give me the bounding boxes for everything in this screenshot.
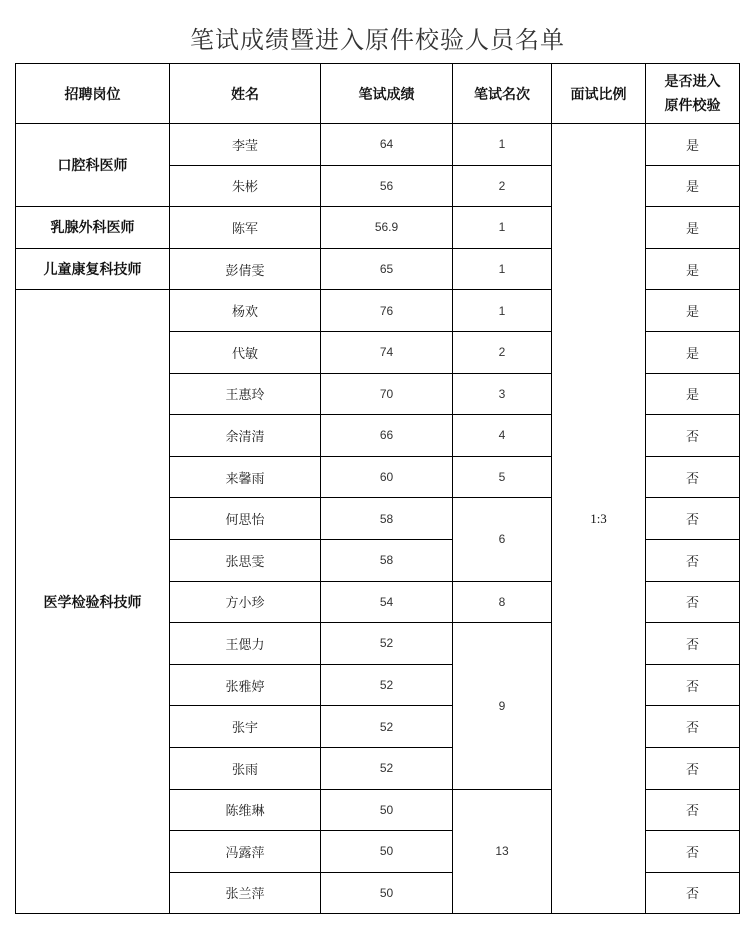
rank-cell: 1 — [453, 207, 552, 249]
score-cell: 54 — [321, 581, 453, 623]
score-cell: 60 — [321, 456, 453, 498]
verify-cell: 否 — [646, 456, 740, 498]
score-cell: 56 — [321, 165, 453, 207]
ratio-cell: 1:3 — [552, 124, 646, 914]
rank-cell: 1 — [453, 248, 552, 290]
score-cell: 52 — [321, 664, 453, 706]
score-cell: 58 — [321, 539, 453, 581]
position-cell: 乳腺外科医师 — [16, 207, 170, 249]
name-cell: 朱彬 — [170, 165, 321, 207]
verify-cell: 否 — [646, 415, 740, 457]
verify-cell: 是 — [646, 165, 740, 207]
name-cell: 陈军 — [170, 207, 321, 249]
header-name: 姓名 — [170, 64, 321, 124]
rank-cell: 8 — [453, 581, 552, 623]
score-cell: 64 — [321, 124, 453, 166]
header-verify-line1: 是否进入 — [664, 73, 721, 90]
name-cell: 杨欢 — [170, 290, 321, 332]
verify-cell: 是 — [646, 373, 740, 415]
name-cell: 冯露萍 — [170, 831, 321, 873]
score-cell: 52 — [321, 623, 453, 665]
rank-cell: 6 — [453, 498, 552, 581]
rank-cell: 4 — [453, 415, 552, 457]
name-cell: 王偲力 — [170, 623, 321, 665]
rank-cell: 9 — [453, 623, 552, 789]
header-rank: 笔试名次 — [453, 64, 552, 124]
verify-cell: 否 — [646, 747, 740, 789]
name-cell: 余清清 — [170, 415, 321, 457]
rank-cell: 2 — [453, 165, 552, 207]
score-cell: 50 — [321, 789, 453, 831]
score-cell: 66 — [321, 415, 453, 457]
name-cell: 王惠玲 — [170, 373, 321, 415]
verify-cell: 是 — [646, 331, 740, 373]
rank-cell: 1 — [453, 290, 552, 332]
score-cell: 50 — [321, 831, 453, 873]
name-cell: 来馨雨 — [170, 456, 321, 498]
rank-cell: 13 — [453, 789, 552, 914]
name-cell: 张思雯 — [170, 539, 321, 581]
table-row — [16, 124, 740, 166]
score-cell: 50 — [321, 872, 453, 914]
rank-cell: 5 — [453, 456, 552, 498]
name-cell: 代敏 — [170, 331, 321, 373]
name-cell: 何思怡 — [170, 498, 321, 540]
score-cell: 56.9 — [321, 207, 453, 249]
results-table — [15, 63, 740, 914]
header-row — [16, 64, 740, 124]
name-cell: 张雅婷 — [170, 664, 321, 706]
verify-cell: 否 — [646, 831, 740, 873]
name-cell: 张兰萍 — [170, 872, 321, 914]
verify-cell: 是 — [646, 290, 740, 332]
verify-cell: 是 — [646, 248, 740, 290]
header-verify — [646, 64, 740, 124]
score-cell: 76 — [321, 290, 453, 332]
verify-cell: 否 — [646, 623, 740, 665]
score-cell: 74 — [321, 331, 453, 373]
score-cell: 58 — [321, 498, 453, 540]
verify-cell: 否 — [646, 664, 740, 706]
position-cell: 口腔科医师 — [16, 124, 170, 207]
verify-cell: 否 — [646, 872, 740, 914]
verify-cell: 否 — [646, 498, 740, 540]
name-cell: 陈维琳 — [170, 789, 321, 831]
rank-cell: 1 — [453, 124, 552, 166]
position-cell: 医学检验科技师 — [16, 290, 170, 914]
score-cell: 52 — [321, 747, 453, 789]
page-title: 笔试成绩暨进入原件校验人员名单 — [190, 26, 565, 54]
header-score: 笔试成绩 — [321, 64, 453, 124]
header-verify-line2: 原件校验 — [664, 97, 721, 114]
name-cell: 张宇 — [170, 706, 321, 748]
score-cell: 65 — [321, 248, 453, 290]
verify-cell: 否 — [646, 706, 740, 748]
header-ratio: 面试比例 — [552, 64, 646, 124]
verify-cell: 是 — [646, 124, 740, 166]
verify-cell: 否 — [646, 581, 740, 623]
verify-cell: 是 — [646, 207, 740, 249]
score-cell: 70 — [321, 373, 453, 415]
score-cell: 52 — [321, 706, 453, 748]
verify-cell: 否 — [646, 539, 740, 581]
name-cell: 张雨 — [170, 747, 321, 789]
name-cell: 李莹 — [170, 124, 321, 166]
header-position: 招聘岗位 — [16, 64, 170, 124]
position-cell: 儿童康复科技师 — [16, 248, 170, 290]
verify-cell: 否 — [646, 789, 740, 831]
name-cell: 彭倩雯 — [170, 248, 321, 290]
name-cell: 方小珍 — [170, 581, 321, 623]
rank-cell: 2 — [453, 331, 552, 373]
rank-cell: 3 — [453, 373, 552, 415]
